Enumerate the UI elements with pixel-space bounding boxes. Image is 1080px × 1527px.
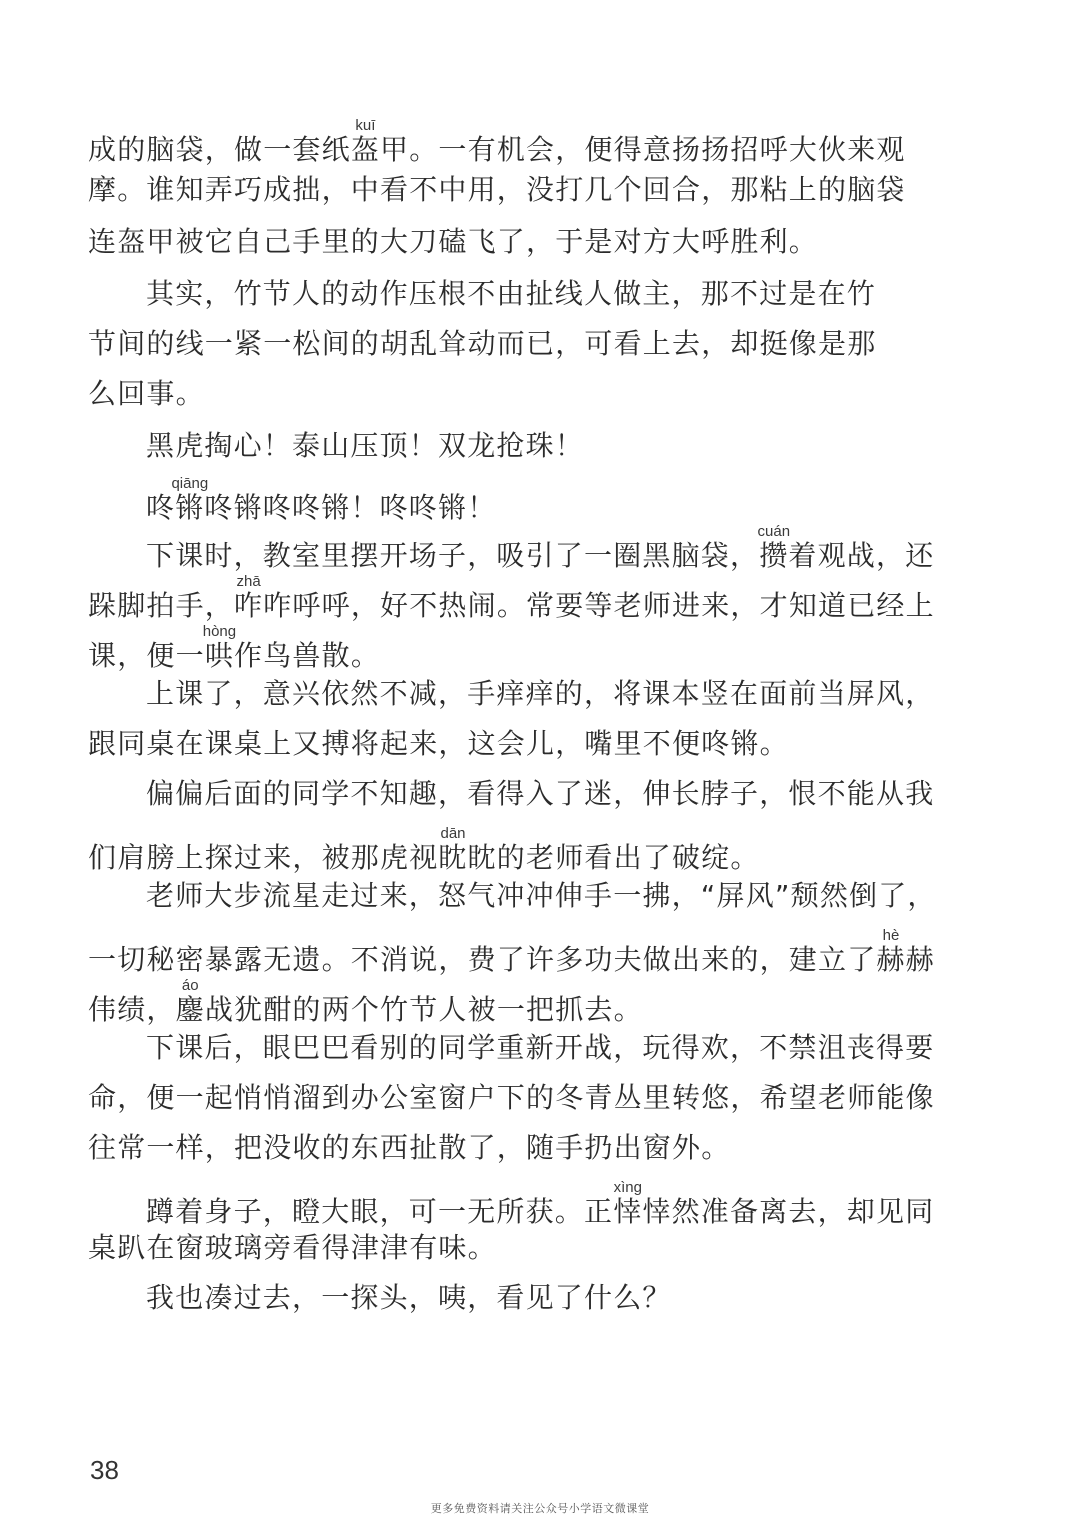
text-line <box>146 776 934 812</box>
text-line <box>146 676 934 712</box>
text-segment: 桌趴在窗玻璃旁看得津津有味。 <box>88 1231 497 1264</box>
text-segment: 蹲着身子，瞪大眼，可一无所获。正 <box>146 1195 614 1228</box>
text-segment: 伟绩， <box>88 993 176 1026</box>
text-segment: 下课后，眼巴巴看别的同学重新开战，玩得欢，不禁沮丧得要 <box>146 1031 935 1064</box>
annotated-character <box>171 475 209 524</box>
pinyin-annotation: zhā <box>234 573 264 590</box>
annotated-character <box>613 1179 643 1228</box>
text-line <box>146 428 584 464</box>
text-segment: 咚锵咚咚锵！咚咚锵！ <box>204 491 497 524</box>
text-line <box>88 977 643 1026</box>
text-line <box>88 825 760 874</box>
text-segment: 下课时，教室里摆开场子，吸引了一圈黑脑袋， <box>146 539 760 572</box>
page-number: 38 <box>90 1455 119 1485</box>
annotated-character <box>876 927 906 976</box>
text-segment: 其实，竹节人的动作压根不由扯线人做主，那不过是在竹 <box>146 277 877 310</box>
annotated-character <box>202 623 237 672</box>
text-segment: 甲。一有机会，便得意扬扬招呼大伙来观 <box>380 133 906 166</box>
text-line <box>88 117 906 166</box>
text-segment: 赫 <box>905 943 935 976</box>
pinyin-annotation: qiāng <box>171 475 209 492</box>
text-segment: 老师大步流星走过来，怒气冲冲伸手一拂，“屏风”颓然倒了， <box>146 879 937 912</box>
text-segment: 着观战，还 <box>788 539 935 572</box>
text-segment: 跺脚拍手， <box>88 589 235 622</box>
character: 眈 <box>438 841 468 874</box>
annotated-character <box>350 117 381 166</box>
pinyin-annotation: dān <box>438 825 468 842</box>
text-segment: 偏偏后面的同学不知趣，看得入了迷，伸长脖子，恨不能从我 <box>146 777 935 810</box>
text-line <box>146 475 497 524</box>
text-line <box>146 1280 672 1316</box>
pinyin-annotation: xìng <box>613 1179 643 1196</box>
text-segment: 们肩膀上探过来，被那虎视 <box>88 841 439 874</box>
text-segment: 黑虎掏心！泰山压顶！双龙抢珠！ <box>146 429 585 462</box>
text-segment: 课，便一 <box>88 639 205 672</box>
text-line <box>88 1130 730 1166</box>
text-line <box>88 927 935 976</box>
footer-note: 更多免费资料请关注公众号小学语文微课堂 <box>430 1502 650 1515</box>
text-line <box>88 726 789 762</box>
pinyin-annotation: áo <box>175 977 205 994</box>
pinyin-annotation: cuán <box>757 523 791 540</box>
character: 锵 <box>171 491 209 524</box>
text-segment: 成的脑袋，做一套纸 <box>88 133 351 166</box>
text-segment: 咋呼呼，好不热闹。常要等老师进来，才知道已经上 <box>263 589 935 622</box>
text-segment: 一切秘密暴露无遗。不消说，费了许多功夫做出来的，建立了 <box>88 943 877 976</box>
text-segment: 上课了，意兴依然不减，手痒痒的，将课本竖在面前当屏风， <box>146 677 935 710</box>
text-segment: 节间的线一紧一松间的胡乱耸动而已，可看上去，却挺像是那 <box>88 327 877 360</box>
text-segment: 摩。谁知弄巧成拙，中看不中用，没打几个回合，那粘上的脑袋 <box>88 173 906 206</box>
text-line <box>88 573 935 622</box>
pinyin-annotation: kuī <box>350 117 381 134</box>
text-line <box>88 172 906 208</box>
character: 咋 <box>234 589 264 622</box>
annotated-character <box>175 977 205 1026</box>
character: 盔 <box>350 133 381 166</box>
text-segment: 眈的老师看出了破绽。 <box>467 841 760 874</box>
text-segment: 作鸟兽散。 <box>234 639 381 672</box>
annotated-character <box>438 825 468 874</box>
text-segment: 命，便一起悄悄溜到办公室窗户下的冬青丛里转悠，希望老师能像 <box>88 1081 935 1114</box>
annotated-character <box>234 573 264 622</box>
text-segment: 我也凑过去，一探头，咦，看见了什么？ <box>146 1281 672 1314</box>
text-segment: 战犹酣的两个竹节人被一把抓去。 <box>204 993 643 1026</box>
text-segment: 跟同桌在课桌上又搏将起来，这会儿，嘴里不便咚锵。 <box>88 727 789 760</box>
character: 攒 <box>757 539 791 572</box>
text-line <box>88 1230 497 1266</box>
text-line <box>146 276 876 312</box>
text-line <box>88 224 818 260</box>
text-line <box>88 376 205 412</box>
text-segment: 连盔甲被它自己手里的大刀磕飞了，于是对方大呼胜利。 <box>88 225 819 258</box>
character: 悻 <box>613 1195 643 1228</box>
pinyin-annotation: hòng <box>202 623 237 640</box>
text-line <box>88 1080 935 1116</box>
text-line <box>146 1179 935 1228</box>
text-line <box>146 523 935 572</box>
text-line <box>88 623 381 672</box>
text-segment: 悻然准备离去，却见同 <box>642 1195 935 1228</box>
character: 鏖 <box>175 993 205 1026</box>
text-segment: 往常一样，把没收的东西扯散了，随手扔出窗外。 <box>88 1131 731 1164</box>
text-segment: 么回事。 <box>88 377 205 410</box>
text-line <box>146 1030 934 1066</box>
text-line <box>88 326 876 362</box>
text-segment: 咚 <box>146 491 176 524</box>
annotated-character <box>757 523 791 572</box>
text-line <box>146 878 937 914</box>
character: 赫 <box>876 943 906 976</box>
character: 哄 <box>202 639 237 672</box>
pinyin-annotation: hè <box>876 927 906 944</box>
